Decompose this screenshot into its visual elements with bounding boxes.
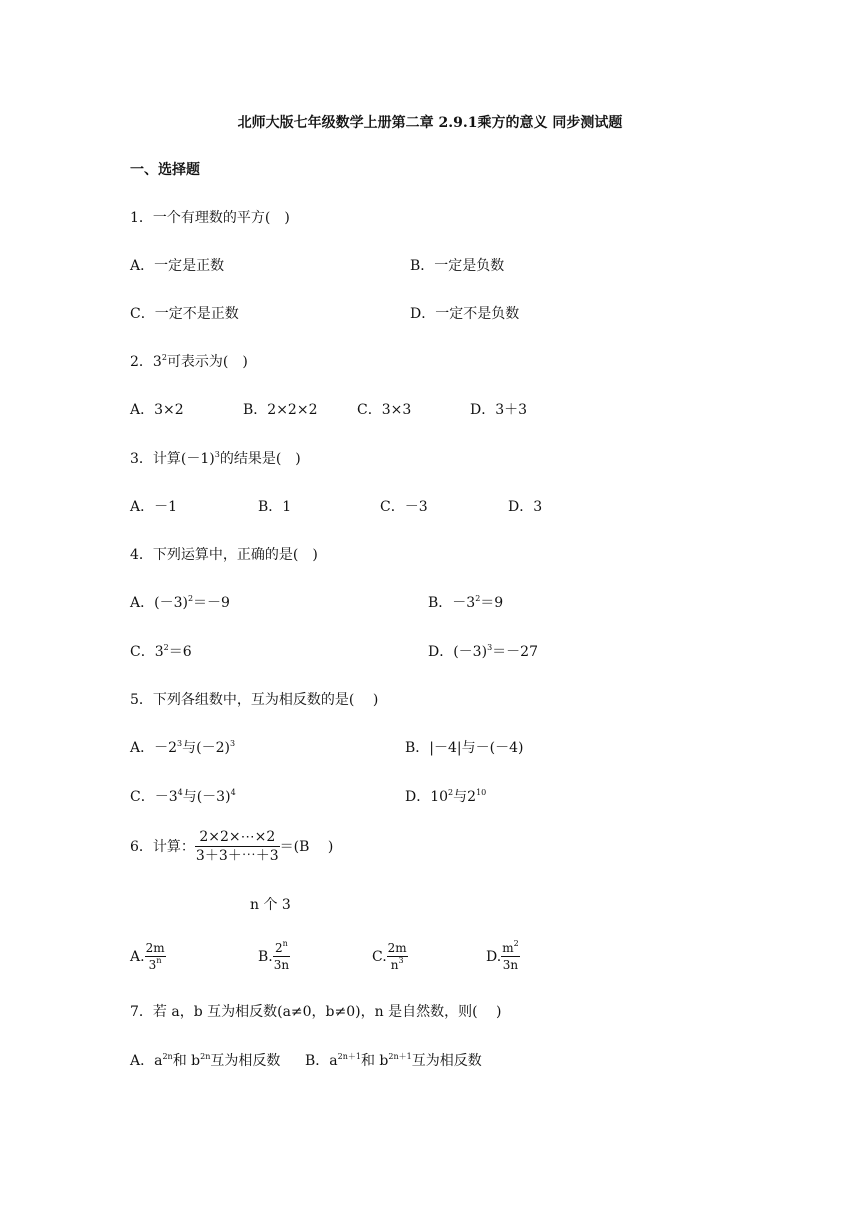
q7-a-part2: 和 b [172, 1053, 201, 1069]
q6-option-a [130, 940, 166, 973]
question-4-stem: 4．下列运算中，正确的是( ) [130, 547, 318, 563]
q2-option-b: B．2×2×2 [243, 402, 318, 418]
q1-option-d: D．一定不是负数 [410, 306, 520, 322]
q7-b-part1: B．a [305, 1053, 338, 1069]
q5-a-part2: 与(－2) [182, 740, 230, 756]
q4-d-tail: ＝－27 [492, 644, 538, 660]
q4-option-a [130, 594, 230, 612]
q4-b-exponent: 2 [475, 594, 481, 603]
q4-c-base: C．3 [130, 644, 164, 660]
question-2-stem [130, 353, 248, 371]
q5-d-part2: 与2 [453, 789, 477, 805]
q3-option-a: A．－1 [130, 499, 178, 515]
q4-option-b [428, 594, 503, 612]
q7-a-exp2: 2n [200, 1052, 211, 1061]
question-1-stem: 1．一个有理数的平方( ) [130, 210, 290, 226]
q6-a-denominator [145, 957, 166, 973]
q3-tail: 的结果是( ) [219, 451, 301, 467]
q5-c-part2: 与(－3) [182, 789, 231, 805]
q6-a-fraction [145, 940, 166, 973]
q5-c-exp2: 4 [230, 788, 236, 797]
q4-b-tail: ＝9 [480, 595, 504, 611]
q6-d-num-exp: 2 [513, 939, 519, 948]
q6-b-num-exp: n [282, 939, 288, 948]
q3-option-b: B．1 [258, 499, 292, 515]
q2-option-d: D．3＋3 [470, 402, 528, 418]
q3-exponent: 3 [214, 450, 220, 459]
q5-d-exp1: 2 [448, 788, 454, 797]
q6-c-denominator [387, 957, 408, 973]
document-title: 北师大版七年级数学上册第二章 2.9.1乘方的意义 同步测试题 [237, 115, 623, 131]
q7-a-part1: A．a [130, 1053, 163, 1069]
q6-c-numerator: 2m [387, 941, 407, 955]
q6-label: 6．计算： [130, 838, 195, 855]
q6-c-den-base: n [390, 958, 399, 972]
q5-option-a [130, 739, 235, 757]
q5-d-exp2: 10 [476, 788, 487, 797]
q7-option-a [130, 1052, 280, 1070]
q2-number: 2． [130, 354, 153, 370]
q6-d-num-base: m [502, 941, 514, 955]
q7-option-b [305, 1052, 482, 1070]
q5-option-b: B．|－4|与－(－4) [405, 740, 524, 756]
q6-numerator: 2×2×⋯×2 [195, 828, 280, 847]
q6-a-numerator: 2m [145, 941, 165, 955]
q6-a-den-base: 3 [148, 958, 157, 972]
q6-d-numerator [501, 940, 519, 957]
q6-b-denominator: 3n [273, 958, 290, 972]
q5-option-d [405, 788, 486, 806]
q6-c-label: C. [372, 948, 387, 965]
q6-b-label: B. [258, 948, 273, 965]
q6-answer: ＝(B ) [279, 838, 334, 855]
q7-a-exp1: 2n [162, 1052, 173, 1061]
q6-under-label: n 个 3 [250, 897, 291, 913]
q1-option-a: A．一定是正数 [130, 258, 225, 274]
q6-c-den-exp: 3 [398, 956, 404, 965]
question-5-stem: 5．下列各组数中，互为相反数的是( ) [130, 692, 379, 708]
question-3-stem [130, 450, 301, 468]
q6-b-num-base: 2 [275, 941, 283, 955]
question-7-stem: 7．若 a，b 互为相反数(a≠0，b≠0)，n 是自然数，则( ) [130, 1004, 502, 1020]
section-heading: 一、选择题 [130, 162, 200, 178]
q4-d-exponent: 3 [487, 643, 493, 652]
q1-option-c: C．一定不是正数 [130, 306, 239, 322]
q3-option-d: D．3 [508, 499, 543, 515]
q6-d-denominator: 3n [502, 958, 519, 972]
q5-a-exp2: 3 [229, 739, 236, 748]
q7-b-part2: 和 b [360, 1053, 389, 1069]
q5-c-part1: C．－3 [130, 789, 178, 805]
q4-a-exponent: 2 [187, 594, 194, 603]
q4-b-base: B．－3 [428, 595, 476, 611]
q6-c-fraction [387, 940, 408, 973]
q7-b-exp2: 2n＋1 [388, 1052, 412, 1061]
q2-option-a: A．3×2 [130, 402, 184, 418]
q6-d-fraction [501, 940, 519, 973]
q2-tail: 可表示为( ) [166, 354, 248, 370]
q6-b-numerator [273, 940, 290, 957]
q6-denominator: 3＋3＋⋯＋3 [195, 848, 279, 864]
q4-a-base: A．(－3) [130, 595, 188, 611]
q4-a-tail: ＝－9 [193, 595, 230, 611]
q2-exponent: 2 [161, 353, 167, 362]
q7-a-tail: 互为相反数 [210, 1053, 281, 1069]
q6-d-label: D. [486, 948, 502, 965]
q7-b-tail: 互为相反数 [411, 1053, 482, 1069]
q2-base: 3 [152, 354, 162, 370]
q6-fraction [195, 828, 280, 865]
q4-option-d [428, 643, 538, 661]
q4-c-tail: ＝6 [168, 644, 192, 660]
q5-a-part1: A．－2 [130, 740, 178, 756]
q5-option-c [130, 788, 236, 806]
q6-option-c [372, 940, 408, 973]
q4-option-c [130, 643, 192, 661]
q3-pre: 3．计算(－1) [130, 451, 215, 467]
q7-b-exp1: 2n＋1 [337, 1052, 361, 1061]
q3-option-c: C．－3 [380, 499, 428, 515]
question-6-stem [130, 828, 333, 865]
q4-d-base: D．(－3) [428, 644, 488, 660]
q6-a-den-exp: n [156, 956, 162, 965]
q4-c-exponent: 2 [163, 643, 169, 652]
q5-d-part1: D．10 [405, 789, 449, 805]
q6-a-label: A. [130, 948, 145, 965]
q6-b-fraction [273, 940, 290, 973]
q2-option-c: C．3×3 [357, 402, 412, 418]
q5-a-exp1: 3 [177, 739, 183, 748]
q1-option-b: B．一定是负数 [410, 258, 505, 274]
q5-c-exp1: 4 [177, 788, 183, 797]
q6-option-d [486, 940, 520, 973]
q6-option-b [258, 940, 290, 973]
